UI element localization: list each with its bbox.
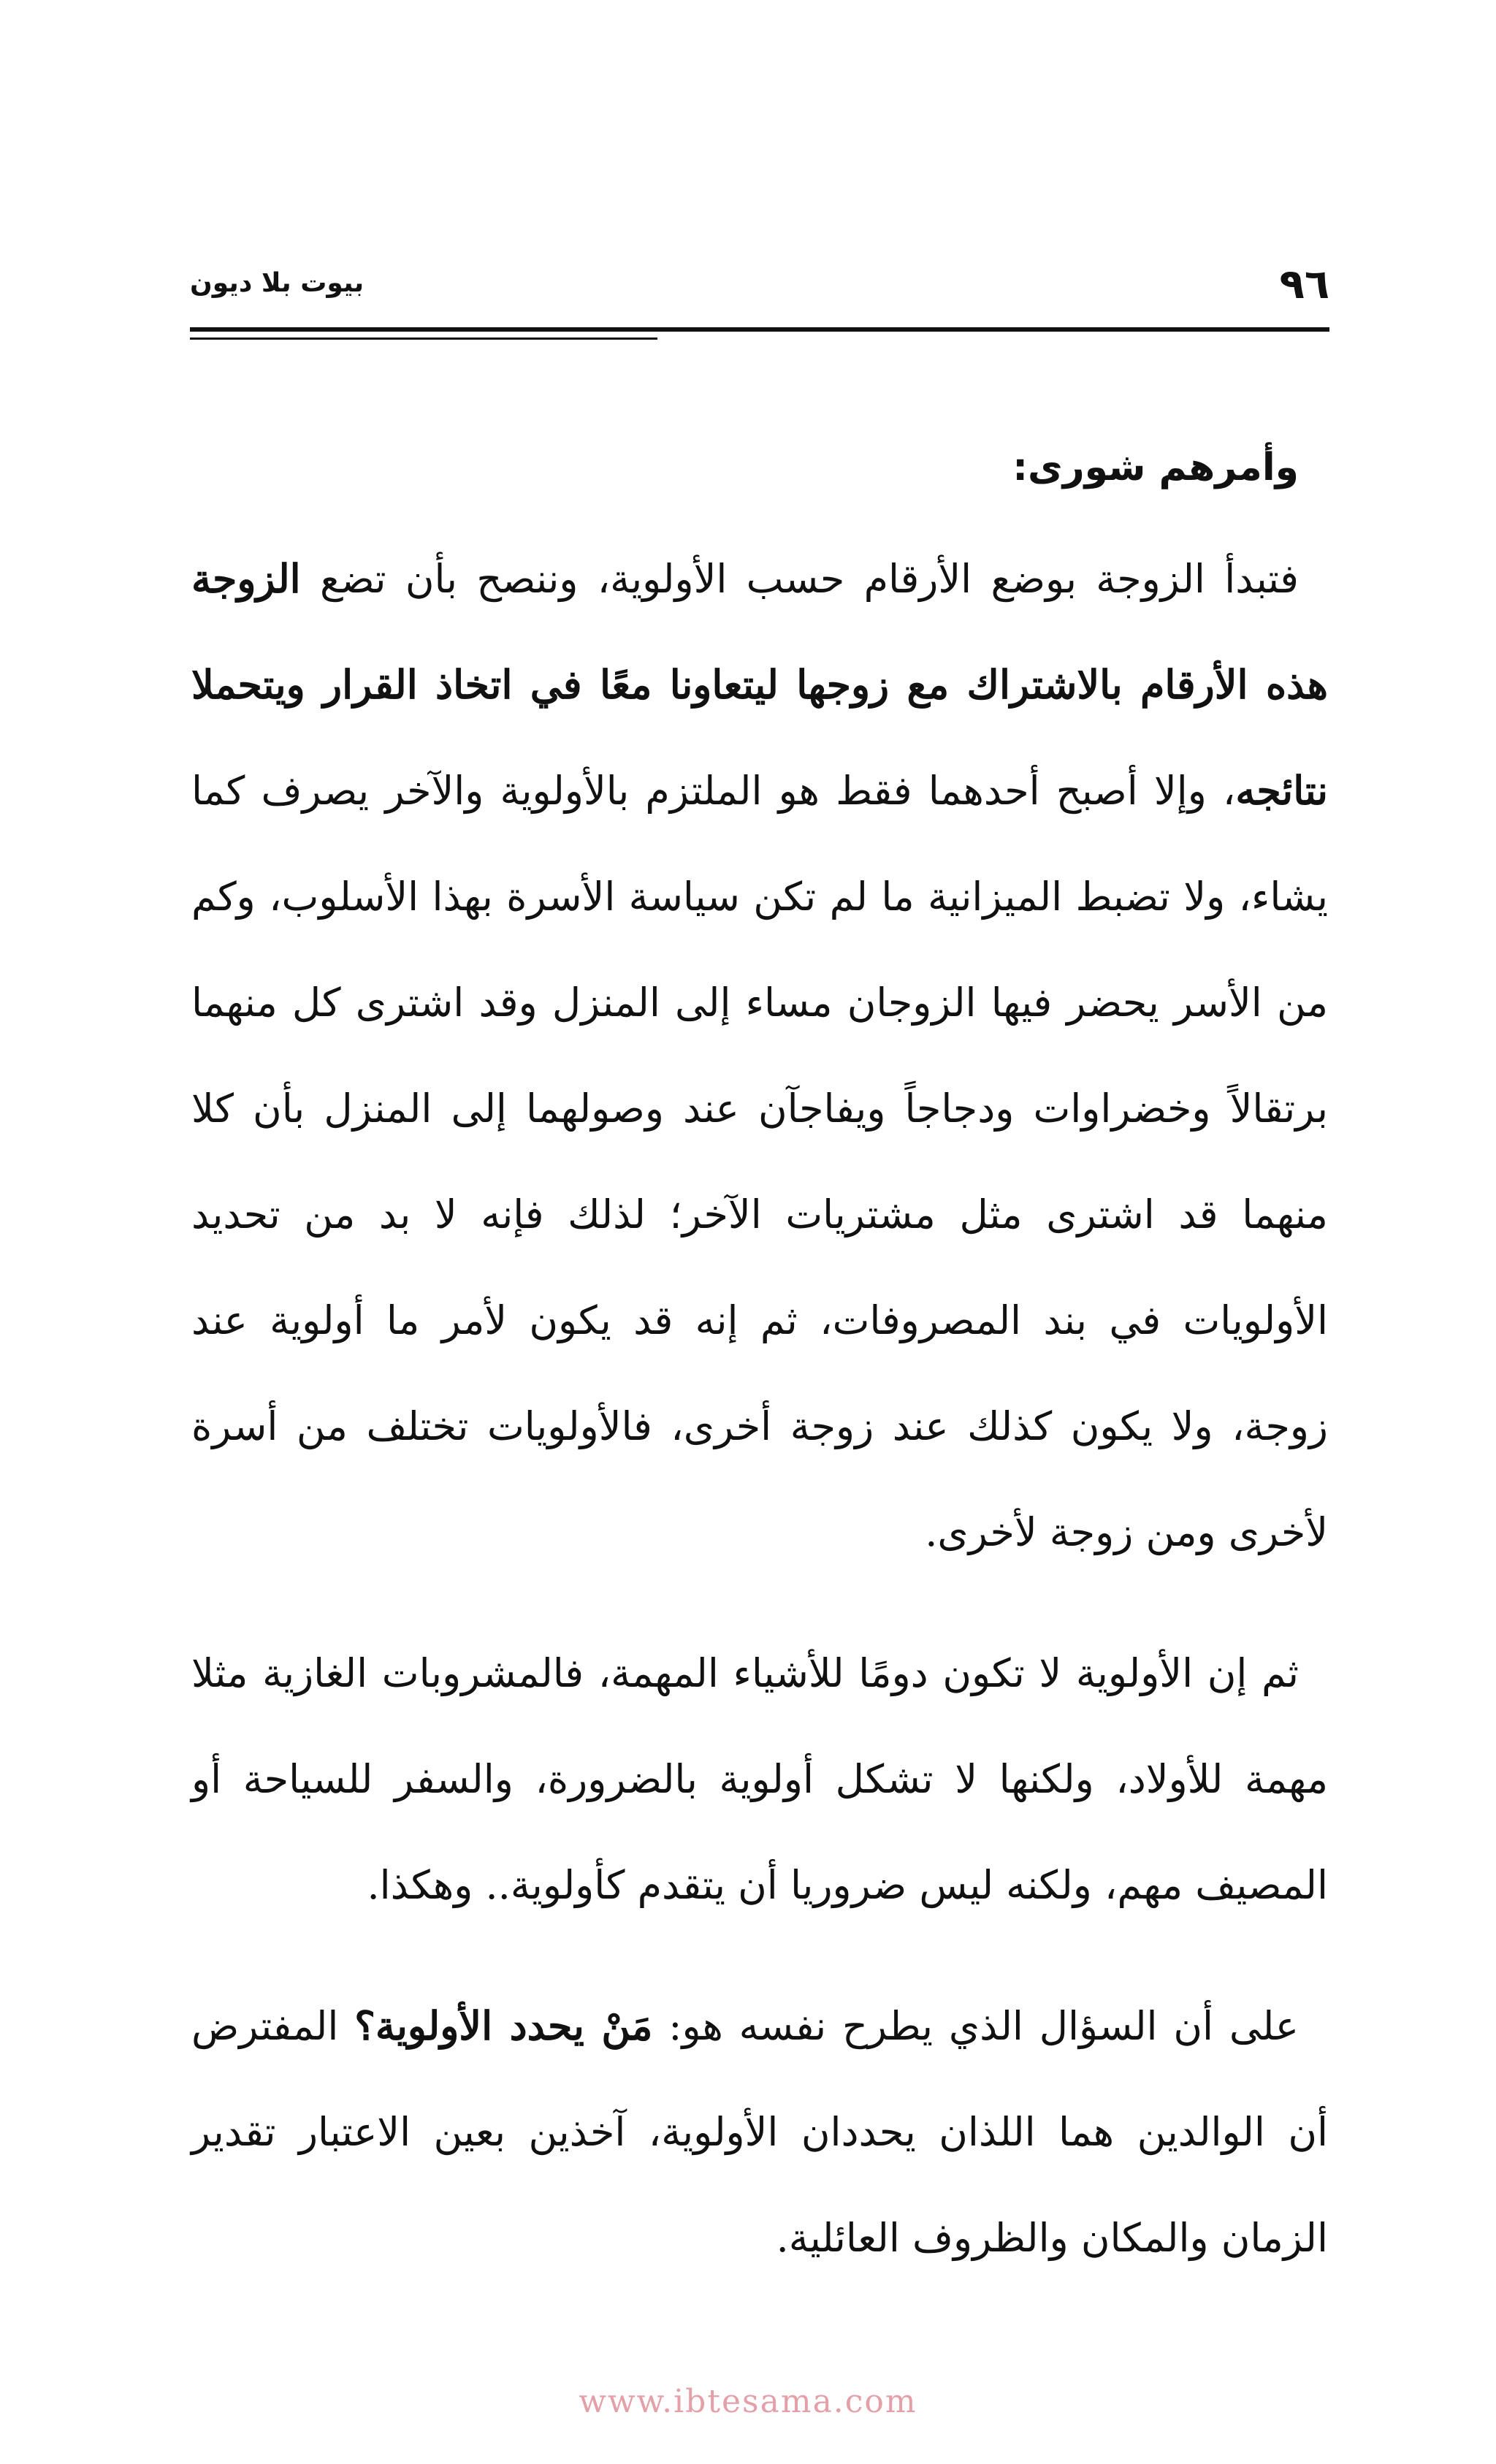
section-heading: وأمرهم شورى: — [1012, 446, 1299, 489]
running-title: بيوت بلا ديون — [190, 268, 365, 298]
header-rule-thin — [190, 337, 657, 340]
paragraph-1-text-a: فتبدأ الزوجة بوضع الأرقام حسب الأولوية، وننصح بأن تضع — [300, 556, 1299, 602]
paragraph-3-text-c: المفترض أن الوالدين هما اللذان يحددان الأولوية، آخذين بعين الاعتبار تقدير الزمان والمكان والظروف العائلية. — [191, 2003, 1328, 2261]
page-number: ٩٦ — [1279, 261, 1329, 308]
page-content — [191, 431, 1328, 2326]
paragraph-1 — [191, 526, 1328, 1585]
footer-watermark: www.ibtesama.com — [579, 2383, 917, 2420]
paragraph-1-bold-text: الزوجة هذه الأرقام بالاشتراك مع زوجها ليتعاونا معًا في اتخاذ القرار ويتحملا نتائجه — [191, 555, 1328, 814]
paragraph-2: ثم إن الأولوية لا تكون دومًا للأشياء المهمة، فالمشروبات الغازية مثلا مهمة للأولاد، ولكنها لا تشكل أولوية بالضرورة، والسفر للسياحة أو المصيف مهم، ولكنه ليس ضروريا أن يتقدم كأولوية.. وهكذا. — [191, 1650, 1328, 1908]
paragraph-3-bold-question: مَنْ يحدد الأولوية؟ — [354, 2002, 653, 2049]
paragraph-1-text-c: ، وإلا أصبح أحدهما فقط هو الملتزم بالأولوية والآخر يصرف كما يشاء، ولا تضبط الميزانية ما لم تكن سياسة الأسرة بهذا الأسلوب، وكم من الأسر يحضر فيها الزوجان مساء إلى المنزل وقد اشترى كل منهما برتقالاً وخضراوات ودجاجاً ويفاجآن عند وصولهما إلى المنزل بأن كلا منهما قد اشترى مثل مشتريات الآخر؛ لذلك فإنه لا بد من تحديد الأولويات في بند المصروفات، ثم إنه قد يكون لأمر ما أولوية عند زوجة، ولا يكون كذلك عند زوجة أخرى، فالأولويات تختلف من أسرة لأخرى ومن زوجة لأخرى. — [191, 768, 1329, 1555]
paragraph-3-text-a: على أن السؤال الذي يطرح نفسه هو: — [652, 2003, 1300, 2049]
paragraph-3 — [191, 1973, 1328, 2291]
page-header — [190, 256, 1329, 314]
header-rule-thick — [190, 327, 1329, 332]
